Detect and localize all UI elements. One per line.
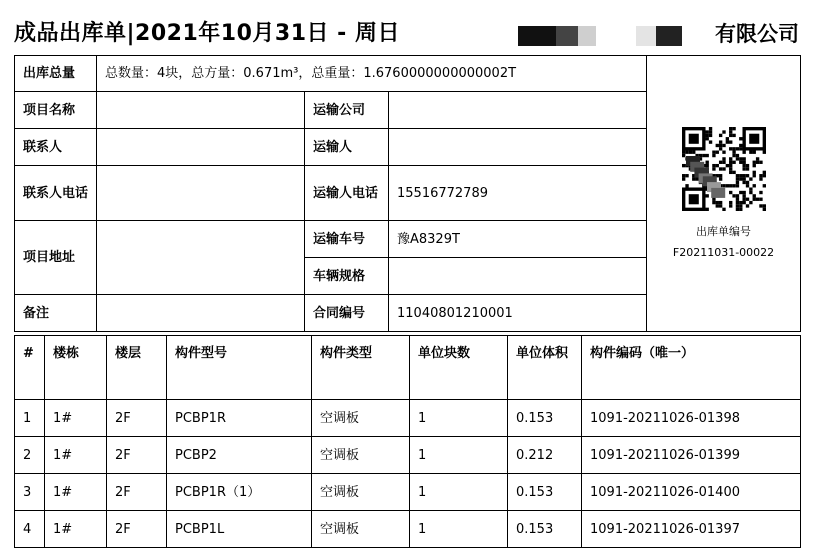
contact-value — [97, 129, 305, 166]
remark-label: 备注 — [15, 295, 97, 332]
project-name-value — [97, 92, 305, 129]
cell-col-model: PCBP1R（1） — [167, 474, 312, 511]
cell-col-floor: 2F — [107, 474, 167, 511]
header-col-volume: 单位体积 — [508, 336, 582, 400]
contact-label: 联系人 — [15, 129, 97, 166]
header-col-model: 构件型号 — [167, 336, 312, 400]
header-col-floor: 楼层 — [107, 336, 167, 400]
document-title: 成品出库单|2021年10月31日 - 周日 — [14, 21, 400, 46]
table-row — [15, 511, 801, 548]
cell-col-building: 1# — [45, 474, 107, 511]
cell-col-count: 1 — [410, 437, 508, 474]
contract-no-value: 11040801210001 — [389, 295, 647, 332]
header-col-count: 单位块数 — [410, 336, 508, 400]
cell-col-building: 1# — [45, 511, 107, 548]
carrier-value — [389, 129, 647, 166]
cell-col-count: 1 — [410, 474, 508, 511]
total-label: 出库总量 — [15, 56, 97, 92]
qr-caption: 出库单编号 — [696, 225, 752, 238]
cell-col-floor: 2F — [107, 437, 167, 474]
table-row — [15, 437, 801, 474]
table-row — [15, 400, 801, 437]
vehicle-no-value: 豫A8329T — [389, 221, 647, 258]
table-header-row — [15, 336, 801, 400]
cell-col-building: 1# — [45, 400, 107, 437]
vehicle-spec-value — [389, 258, 647, 295]
header-col-building: 楼栋 — [45, 336, 107, 400]
cell-col-floor: 2F — [107, 511, 167, 548]
project-address-label: 项目地址 — [15, 221, 97, 295]
transport-company-label: 运输公司 — [305, 92, 389, 129]
cell-col-index: 3 — [15, 474, 45, 511]
cell-col-index: 2 — [15, 437, 45, 474]
carrier-label: 运输人 — [305, 129, 389, 166]
cell-col-building: 1# — [45, 437, 107, 474]
cell-col-index: 1 — [15, 400, 45, 437]
cell-col-type: 空调板 — [312, 400, 410, 437]
delivery-order-number: F20211031-00022 — [672, 246, 775, 259]
transport-company-value — [389, 92, 647, 129]
cell-col-index: 4 — [15, 511, 45, 548]
cell-col-code: 1091-20211026-01399 — [582, 437, 801, 474]
vehicle-spec-label: 车辆规格 — [305, 258, 389, 295]
header-col-type: 构件类型 — [312, 336, 410, 400]
cell-col-code: 1091-20211026-01400 — [582, 474, 801, 511]
company-name: 有限公司 — [715, 22, 799, 46]
cell-col-code: 1091-20211026-01397 — [582, 511, 801, 548]
cell-col-volume: 0.153 — [508, 474, 582, 511]
table-row — [15, 474, 801, 511]
header-col-code: 构件编码（唯一） — [582, 336, 801, 400]
cell-col-count: 1 — [410, 511, 508, 548]
header-col-index: # — [15, 336, 45, 400]
vehicle-no-label: 运输车号 — [305, 221, 389, 258]
qr-cell — [647, 56, 801, 332]
contract-no-label: 合同编号 — [305, 295, 389, 332]
cell-col-count: 1 — [410, 400, 508, 437]
info-table — [14, 55, 801, 332]
cell-col-type: 空调板 — [312, 474, 410, 511]
remark-value — [97, 295, 305, 332]
cell-col-type: 空调板 — [312, 511, 410, 548]
redacted-block — [636, 26, 656, 46]
cell-col-model: PCBP1L — [167, 511, 312, 548]
cell-col-model: PCBP2 — [167, 437, 312, 474]
document-header — [0, 0, 815, 55]
redacted-block — [556, 26, 578, 46]
project-address-value — [97, 221, 305, 295]
carrier-phone-label: 运输人电话 — [305, 166, 389, 221]
cell-col-code: 1091-20211026-01398 — [582, 400, 801, 437]
contact-phone-value — [97, 166, 305, 221]
total-value: 总数量：4块，总方量：0.671m³，总重量：1.6760000000000002T — [97, 56, 647, 92]
items-table — [14, 335, 801, 548]
project-name-label: 项目名称 — [15, 92, 97, 129]
redacted-block — [518, 26, 556, 46]
contact-phone-label: 联系人电话 — [15, 166, 97, 221]
cell-col-volume: 0.153 — [508, 511, 582, 548]
qr-code-icon — [682, 127, 766, 211]
redacted-block — [656, 26, 682, 46]
cell-col-volume: 0.153 — [508, 400, 582, 437]
cell-col-volume: 0.212 — [508, 437, 582, 474]
carrier-phone-value: 15516772789 — [389, 166, 647, 221]
cell-col-floor: 2F — [107, 400, 167, 437]
cell-col-type: 空调板 — [312, 437, 410, 474]
cell-col-model: PCBP1R — [167, 400, 312, 437]
redacted-block — [578, 26, 596, 46]
total-row — [15, 56, 801, 92]
